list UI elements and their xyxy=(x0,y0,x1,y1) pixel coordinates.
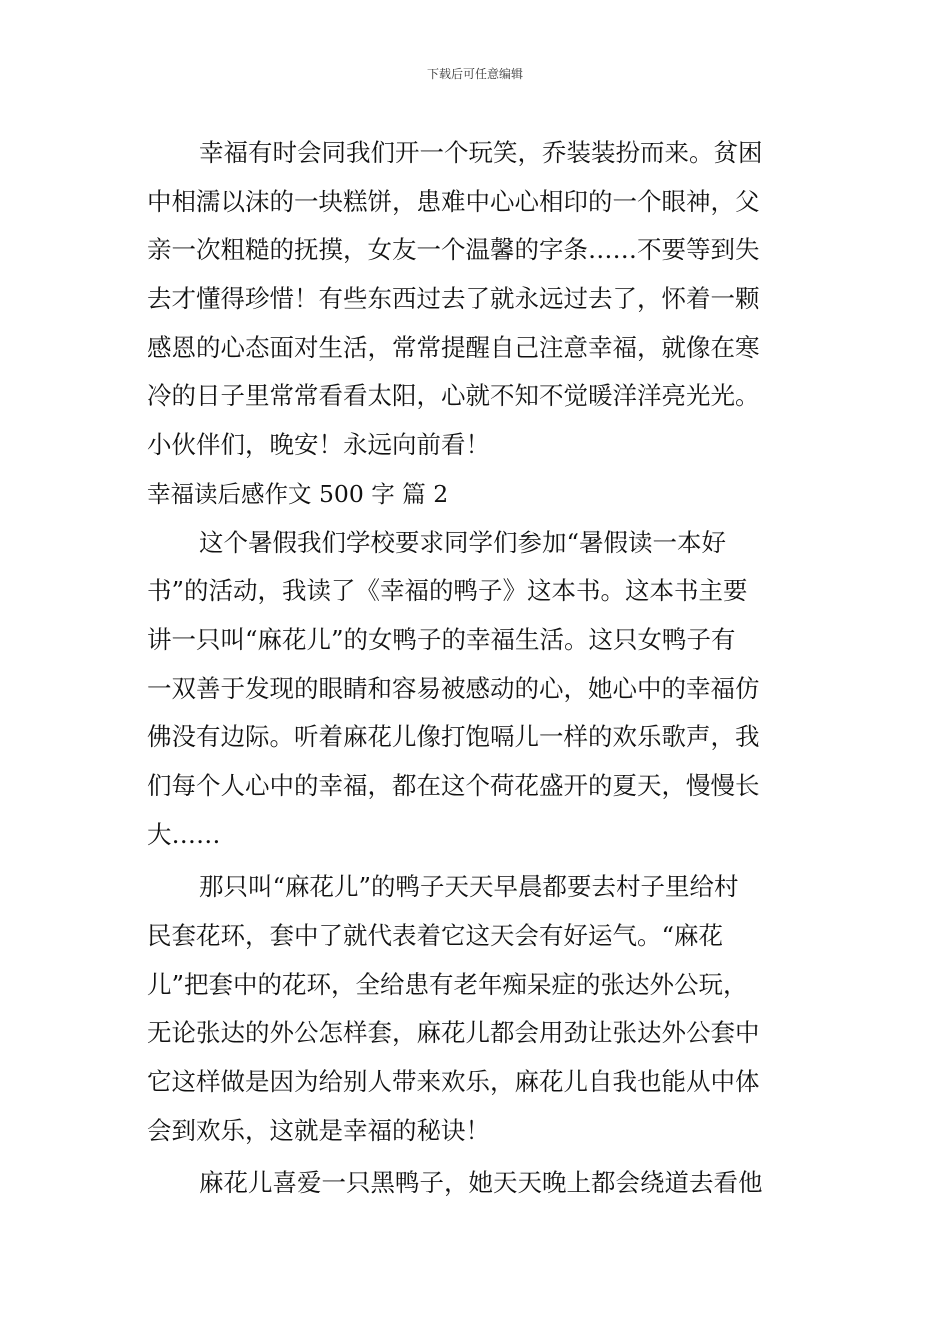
paragraph-line: 去才懂得珍惜！有些东西过去了就永远过去了，怀着一颗 xyxy=(147,284,760,314)
paragraph-line: 冷的日子里常常看看太阳，心就不知不觉暖洋洋亮光光。 xyxy=(147,381,760,411)
paragraph-line: 书”的活动，我读了《幸福的鸭子》这本书。这本书主要 xyxy=(147,576,748,606)
header-note: 下载后可任意编辑 xyxy=(426,67,523,81)
paragraph-line: 大…… xyxy=(147,819,221,849)
paragraph-line: 小伙伴们，晚安！永远向前看！ xyxy=(147,430,490,460)
paragraph-line: 感恩的心态面对生活，常常提醒自己注意幸福，就像在寒 xyxy=(147,332,760,362)
paragraph-line: 讲一只叫“麻花儿”的女鸭子的幸福生活。这只女鸭子有 xyxy=(147,624,736,654)
paragraph-line: 们每个人心中的幸福，都在这个荷花盛开的夏天，慢慢长 xyxy=(147,770,760,800)
paragraph-line: 无论张达的外公怎样套，麻花儿都会用劲让张达外公套中 xyxy=(147,1018,760,1048)
paragraph-line: 会到欢乐，这就是幸福的秘诀！ xyxy=(147,1115,490,1145)
paragraph-line: 亲一次粗糙的抚摸，女友一个温馨的字条……不要等到失 xyxy=(147,235,760,265)
paragraph-line: 民套花环，套中了就代表着它这天会有好运气。“麻花 xyxy=(147,921,724,950)
paragraph-line: 儿”把套中的花环，全给患有老年痴呆症的张达外公玩， xyxy=(147,969,748,999)
paragraph-line: 这个暑假我们学校要求同学们参加“暑假读一本好 xyxy=(199,527,727,557)
document-body xyxy=(147,129,811,1208)
paragraph-line: 麻花儿喜爱一只黑鸭子，她天天晚上都会绕道去看他 xyxy=(199,1168,763,1198)
paragraph-line: 它这样做是因为给别人带来欢乐，麻花儿自我也能从中体 xyxy=(147,1067,760,1097)
paragraph-line: 幸福有时会同我们开一个玩笑，乔装装扮而来。贫困 xyxy=(199,138,763,167)
paragraph-line: 中相濡以沫的一块糕饼，患难中心心相印的一个眼神，父 xyxy=(147,186,760,216)
paragraph-line: 佛没有边际。听着麻花儿像打饱嗝儿一样的欢乐歌声，我 xyxy=(147,722,760,752)
paragraph-line: 一双善于发现的眼睛和容易被感动的心，她心中的幸福仿 xyxy=(147,673,760,703)
paragraph-line: 那只叫“麻花儿”的鸭子天天早晨都要去村子里给村 xyxy=(199,872,739,902)
section-heading: 幸福读后感作文 500 字 篇 2 xyxy=(147,479,449,508)
